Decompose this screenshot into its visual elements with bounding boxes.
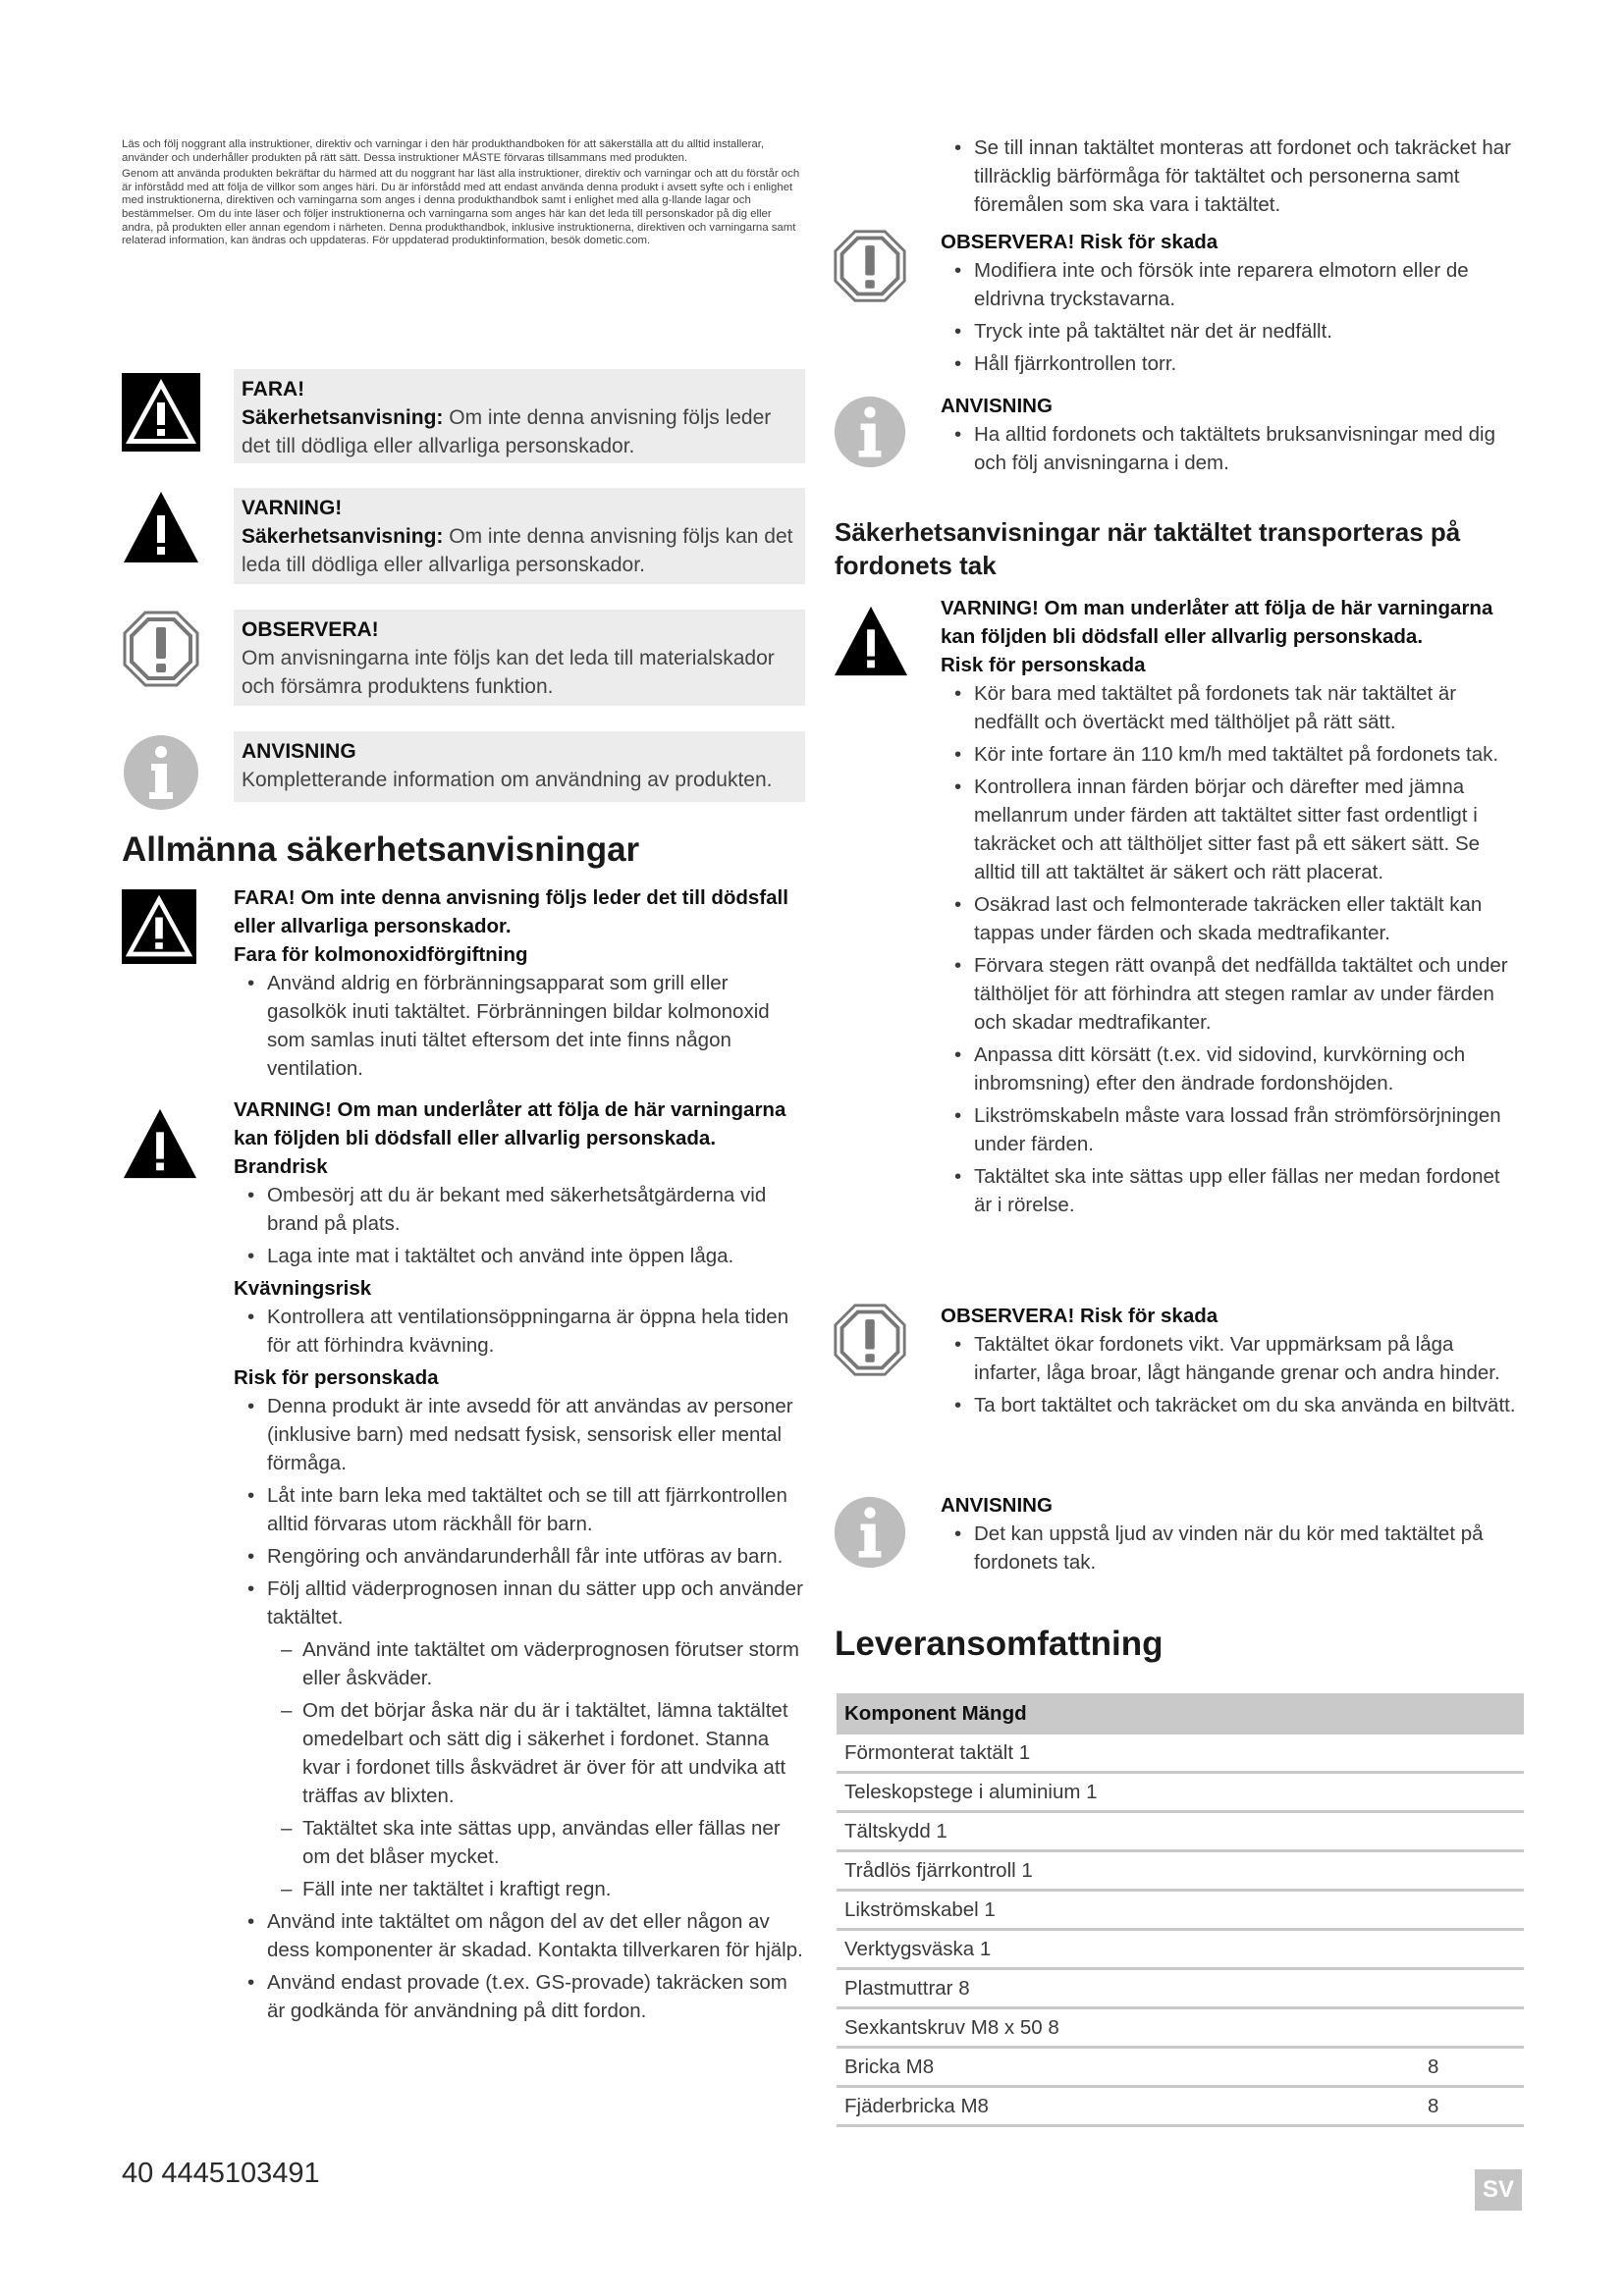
legend-lead: Säkerhetsanvisning: xyxy=(242,406,444,429)
table-row xyxy=(837,1969,1524,2008)
table-row xyxy=(837,1735,1524,1773)
legend-box xyxy=(234,731,805,802)
table-cell xyxy=(1420,1812,1524,1851)
table-cell xyxy=(1420,1851,1524,1891)
table-cell xyxy=(1420,1773,1524,1812)
table-row xyxy=(837,1851,1524,1891)
section-heading: Leveransomfattning xyxy=(835,1625,1164,1663)
sub-list-item: – Fäll inte ner taktältet i kraftigt regn. xyxy=(234,1875,809,1903)
list-item: • Osäkrad last och felmonterade takräcken eller taktält kan tappas under färden och skada medtrafikanter. xyxy=(941,890,1522,947)
injury-subheading: Risk för personskada xyxy=(941,654,1146,676)
table-cell: Bricka M8 xyxy=(837,2048,1420,2087)
right-top-list xyxy=(941,133,1522,223)
legend-title: ANVISNING xyxy=(242,740,356,763)
danger-title: FARA! Om inte denna anvisning följs leder det till dödsfall eller allvarliga personskador. xyxy=(234,886,788,937)
right-note-block xyxy=(941,392,1522,481)
list-item: • Taktältet ska inte sättas upp eller fällas ner medan fordonet är i rörelse. xyxy=(941,1162,1522,1219)
danger-icon xyxy=(122,889,196,964)
list-item: • Kör inte fortare än 110 km/h med taktältet på fordonets tak. xyxy=(941,740,1522,769)
table-cell: Verktygsväska 1 xyxy=(837,1930,1420,1969)
list-item: • Kontrollera innan färden börjar och därefter med jämna mellanrum under färden att taktältet sitter fast ordentligt i takräcket och att tälthöljet sitter fast på ett säkert sätt. Se alltid till att taktältet är säkert och rätt placerat. xyxy=(941,773,1522,886)
list-item: • Rengöring och användarunderhåll får inte utföras av barn. xyxy=(234,1542,809,1571)
right-caution-block xyxy=(941,228,1522,382)
table-cell xyxy=(1420,2008,1524,2048)
legend-title: VARNING! xyxy=(242,497,343,519)
transport-warning-block xyxy=(941,594,1522,1223)
legend-text: Om anvisningarna inte följs kan det leda till materialskador och försämra produktens funktion. xyxy=(242,647,775,698)
danger-subheading: Fara för kolmonoxidförgiftning xyxy=(234,943,528,966)
table-cell xyxy=(1420,1735,1524,1773)
list-item: • Ombesörj att du är bekant med säkerhetsåtgärderna vid brand på plats. xyxy=(234,1181,809,1238)
list-item: • Ha alltid fordonets och taktältets bruksanvisningar med dig och följ anvisningarna i dem. xyxy=(941,420,1522,477)
info-icon xyxy=(833,1495,907,1570)
table-row xyxy=(837,1773,1524,1812)
table-header: Komponent Mängd xyxy=(837,1693,1524,1735)
list-item: • Använd inte taktältet om någon del av det eller någon av dess komponenter är skadad. Kontakta tillverkaren för hjälp. xyxy=(234,1907,809,1964)
table-row xyxy=(837,2087,1524,2126)
intro-paragraph: Genom att använda produkten bekräftar du härmed att du noggrant har läst alla instruktioner, direktiv och varningar och att du förstår och är införstådd med att följa de villkor som anges häri. Du är införstådd med att endast använda denna produkt i avsett syfte och i enlighet med instruktionerna, direktiven och varningarna som anges i denna produkthandbok samt i enlighet med alla g‑llande lagar och bestämmelser. Om du inte läser och följer instruktionerna och varningarna som anges här kan det leda till personskador på dig eller andra, på produkten eller annan egendom i närheten. Denna produkthandbok, inklusive instruktionerna, direktiven och varningarna samt relaterad information, kan ändras och uppdateras. För uppdaterad produktinformation, besök dometic.com. xyxy=(122,168,800,247)
list-item: • Använd aldrig en förbränningsapparat som grill eller gasolkök inuti taktältet. Förbränningen bildar kolmonoxid som samlas inuti tältet eftersom det inte finns någon ventilation. xyxy=(234,969,809,1083)
list-item: • Kör bara med taktältet på fordonets tak när taktältet är nedfällt och övertäckt med tälthöljet på rätt sätt. xyxy=(941,679,1522,736)
danger-icon xyxy=(122,373,200,452)
legend-box xyxy=(234,369,805,463)
info-icon xyxy=(122,733,200,812)
table-row xyxy=(837,1891,1524,1930)
warning-icon xyxy=(833,603,909,679)
delivery-table xyxy=(837,1693,1524,2127)
list-item: • Förvara stegen rätt ovanpå det nedfällda taktältet och under tälthöljet för att förhindra att stegen ramlar av under färden och skadar medtrafikanter. xyxy=(941,951,1522,1037)
table-cell xyxy=(1420,1930,1524,1969)
list-item: • Laga inte mat i taktältet och använd inte öppen låga. xyxy=(234,1242,809,1270)
table-cell: Plastmuttrar 8 xyxy=(837,1969,1420,2008)
table-cell: Likströmskabel 1 xyxy=(837,1891,1420,1930)
legend-text: Kompletterande information om användning av produkten. xyxy=(242,769,773,791)
caution-icon xyxy=(833,229,907,303)
general-danger-block xyxy=(234,883,809,1087)
warning-title: VARNING! Om man underlåter att följa de här varningarna kan följden bli dödsfall eller allvarlig personskada. xyxy=(234,1098,786,1149)
warning-title: VARNING! Om man underlåter att följa de här varningarna kan följden bli dödsfall eller allvarlig personskada. xyxy=(941,597,1493,648)
caution-title: OBSERVERA! Risk för skada xyxy=(941,1305,1218,1327)
page-number: 40 4445103491 xyxy=(122,2158,320,2189)
table-row xyxy=(837,1812,1524,1851)
table-cell: Teleskopstege i aluminium 1 xyxy=(837,1773,1420,1812)
section-heading: Säkerhetsanvisningar när taktältet transporteras på fordonets tak xyxy=(835,517,1461,580)
table-cell: 8 xyxy=(1420,2048,1524,2087)
language-badge: SV xyxy=(1475,2169,1522,2211)
table-cell xyxy=(1420,1969,1524,2008)
legend-lead: Säkerhetsanvisning: xyxy=(242,525,444,548)
warning-icon xyxy=(122,1105,198,1182)
list-item: • Låt inte barn leka med taktältet och se till att fjärrkontrollen alltid förvaras utom räckhåll för barn. xyxy=(234,1481,809,1538)
sub-list-item: – Om det börjar åska när du är i taktältet, lämna taktältet omedelbart och sätt dig i säkerhet i fordonet. Stanna kvar i fordonet tills åskvädret är över för att undvika att träffas av blixten. xyxy=(234,1696,809,1810)
table-row xyxy=(837,2008,1524,2048)
note-title: ANVISNING xyxy=(941,395,1053,417)
table-cell: Trådlös fjärrkontroll 1 xyxy=(837,1851,1420,1891)
legend-title: FARA! xyxy=(242,378,305,400)
list-item: • Denna produkt är inte avsedd för att användas av personer (inklusive barn) med nedsatt fysisk, sensorisk eller mental förmåga. xyxy=(234,1392,809,1477)
sub-list-item: – Taktältet ska inte sättas upp, användas eller fällas ner om det blåser mycket. xyxy=(234,1814,809,1871)
injury-subheading: Risk för personskada xyxy=(234,1366,439,1389)
warning-icon xyxy=(122,488,200,566)
table-cell: Sexkantskruv M8 x 50 8 xyxy=(837,2008,1420,2048)
legend-box xyxy=(234,610,805,706)
table-cell xyxy=(1420,1891,1524,1930)
table-row xyxy=(837,1930,1524,1969)
list-item: • Anpassa ditt körsätt (t.ex. vid sidovind, kurvkörning och inbromsning) efter den ändrade fordonshöjden. xyxy=(941,1041,1522,1097)
transport-note-block xyxy=(941,1491,1522,1580)
legend-text: Om inte denna anvisning följs leder det till dödliga eller allvarliga personskador. xyxy=(242,406,772,457)
table-cell: Tältskydd 1 xyxy=(837,1812,1420,1851)
list-item: • Likströmskabeln måste vara lossad från strömförsörjningen under färden. xyxy=(941,1101,1522,1158)
intro-paragraph: Läs och följ noggrant alla instruktioner, direktiv och varningar i den här produkthandboken för att säkerställa att du alltid installerar, använder och underhåller produkten på rätt sätt. Dessa instruktioner MÅSTE förvaras tillsammans med produkten. xyxy=(122,138,765,164)
list-item: • Kontrollera att ventilationsöppningarna är öppna hela tiden för att förhindra kvävning. xyxy=(234,1303,809,1360)
list-item: • Använd endast provade (t.ex. GS-provade) takräcken som är godkända för användning på ditt fordon. xyxy=(234,1968,809,2025)
caution-icon xyxy=(833,1303,907,1377)
note-title: ANVISNING xyxy=(941,1494,1053,1517)
caution-icon xyxy=(122,610,200,688)
legend-text: Om inte denna anvisning följs kan det leda till dödliga eller allvarliga personskador. xyxy=(242,525,793,576)
list-item: • Det kan uppstå ljud av vinden när du kör med taktältet på fordonets tak. xyxy=(941,1520,1522,1576)
caution-title: OBSERVERA! Risk för skada xyxy=(941,231,1218,253)
list-item: • Se till innan taktältet monteras att fordonet och takräcket har tillräcklig bärförmåga för taktältet och personerna samt föremålen som ska vara i taktältet. xyxy=(941,133,1522,219)
fire-subheading: Brandrisk xyxy=(234,1155,328,1178)
legend-title: OBSERVERA! xyxy=(242,618,379,641)
table-cell: 8 xyxy=(1420,2087,1524,2126)
section-heading: Allmänna säkerhetsanvisningar xyxy=(122,830,640,869)
list-item: • Följ alltid väderprognosen innan du sätter upp och använder taktältet. xyxy=(234,1575,809,1631)
list-item: • Håll fjärrkontrollen torr. xyxy=(941,349,1522,378)
table-cell: Förmonterat taktält 1 xyxy=(837,1735,1420,1773)
suffocation-subheading: Kvävningsrisk xyxy=(234,1277,372,1300)
sub-list-item: – Använd inte taktältet om väderprognosen förutser storm eller åskväder. xyxy=(234,1635,809,1692)
info-icon xyxy=(833,395,907,469)
transport-caution-block xyxy=(941,1302,1522,1423)
list-item: • Taktältet ökar fordonets vikt. Var uppmärksam på låga infarter, låga broar, lågt hängande grenar och andra hinder. xyxy=(941,1330,1522,1387)
table-cell: Fjäderbricka M8 xyxy=(837,2087,1420,2126)
list-item: • Ta bort taktältet och takräcket om du ska använda en biltvätt. xyxy=(941,1391,1522,1419)
legend-box xyxy=(234,488,805,584)
intro-text xyxy=(122,138,805,251)
general-warning-block xyxy=(234,1095,809,2029)
table-row xyxy=(837,2048,1524,2087)
list-item: • Tryck inte på taktältet när det är nedfällt. xyxy=(941,317,1522,346)
list-item: • Modifiera inte och försök inte reparera elmotorn eller de eldrivna tryckstavarna. xyxy=(941,256,1522,313)
